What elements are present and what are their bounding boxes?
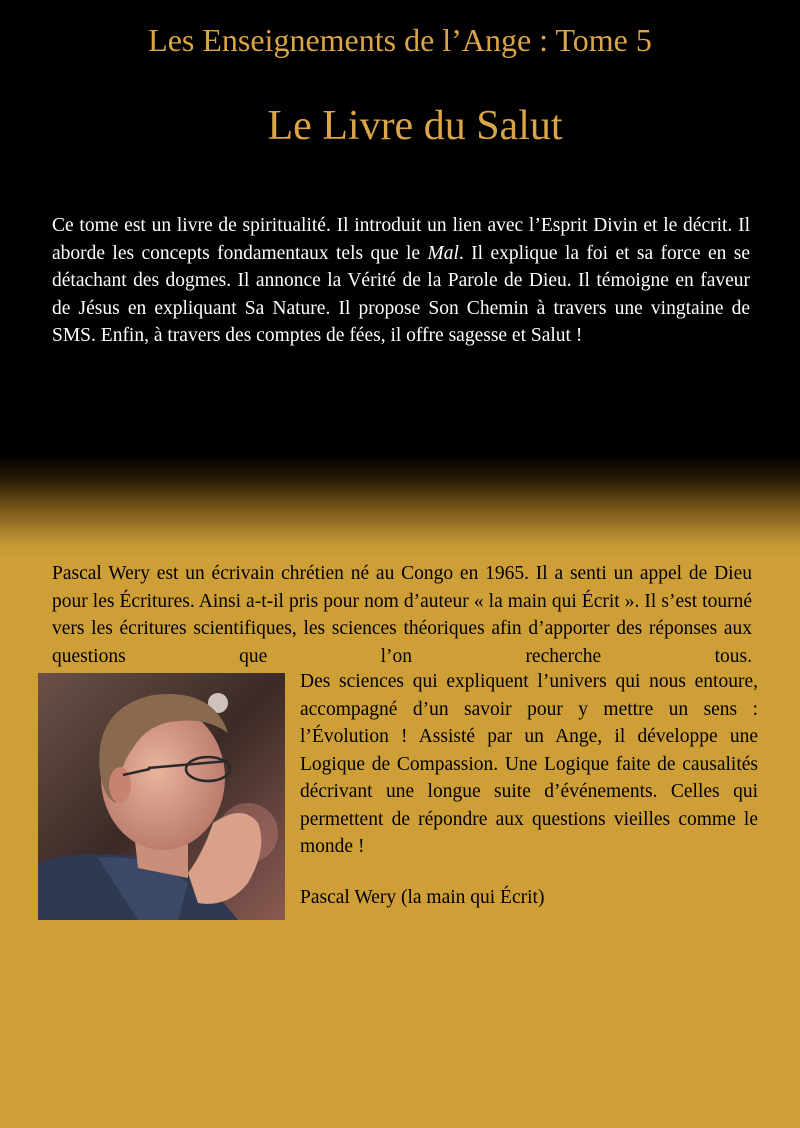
summary-text-end: . Il explique la foi et sa force en se détachant des dogmes. Il annonce la Vérité de la Parole de Dieu. Il témoigne en faveur de Jésus en expliquant Sa Nature. Il propose Son Chemin à travers une vingtaine de SMS. Enfin, à travers des comptes de fées, il offre sagesse et Salut ! [52,242,750,346]
author-bio-continued: Des sciences qui expliquent l’univers qui nous entoure, accompagné d’un savoir pour y mettre un sens : l’Évolution ! Assisté par un Ange, il développe une Logique de Compassion. Une Logique faite de causalités décrivant une longue suite d’événements. Celles qui permettent de répondre aux questions vieilles comme le monde ! [300,671,758,857]
author-signature: Pascal Wery (la main qui Écrit) [300,887,545,908]
author-photo [38,673,285,920]
summary-italic-word: Mal [427,242,459,264]
summary-text-start: Ce tome est un livre de spiritualité. Il introduit un lien avec l’Esprit Divin et le décrit. Il aborde les concepts fondamentaux tels que le [52,215,750,264]
author-bio-intro: Pascal Wery est un écrivain chrétien né au Congo en 1965. Il a senti un appel de Dieu pour les Écritures. Ainsi a-t-il pris pour nom d’auteur « la main qui Écrit ». Il s’est tourné vers les écritures scientifiques, les sciences théoriques afin d’apporter des réponses aux questions que l’on recherche tous. [52,563,752,667]
series-title: Les Enseignements de l’Ange : Tome 5 [148,22,652,58]
book-summary [52,212,750,350]
book-title: Le Livre du Salut [267,103,563,149]
